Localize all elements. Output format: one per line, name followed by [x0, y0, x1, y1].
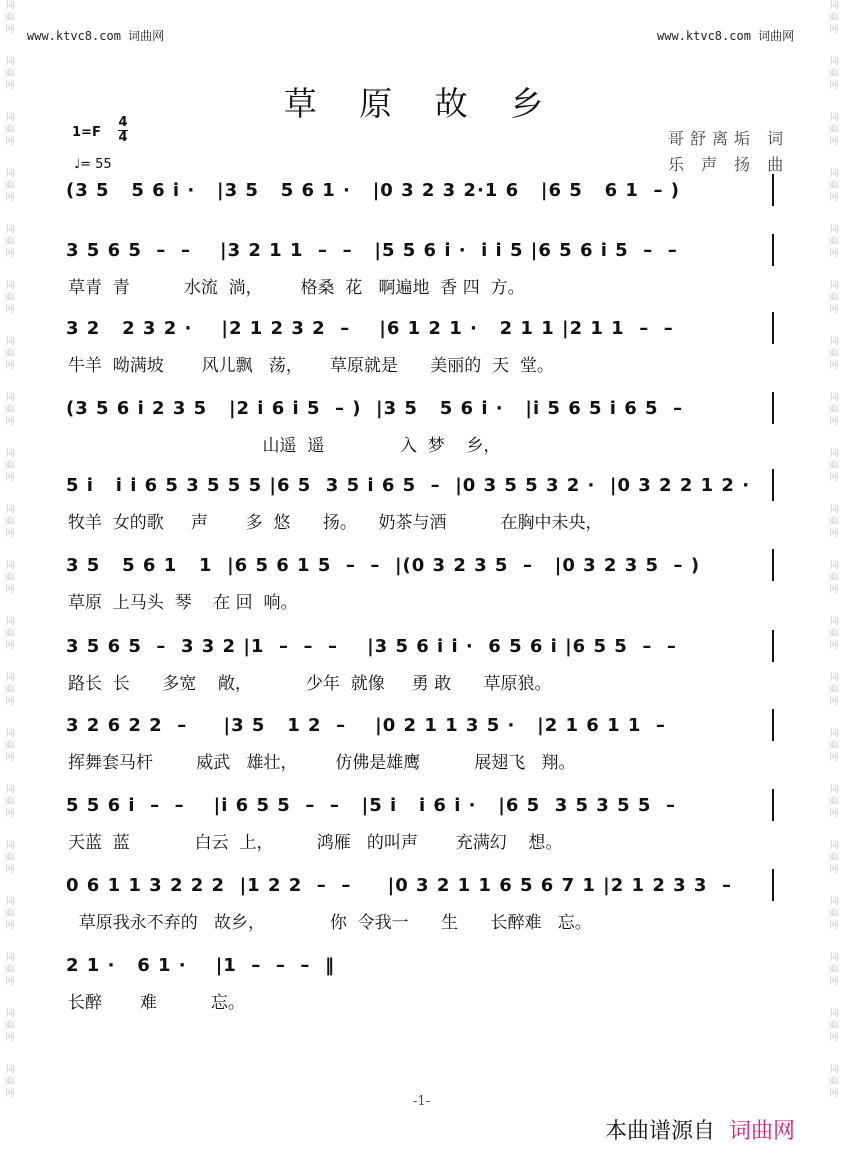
notation-line: 3 2 2 3 2 · |2 1 2 3 2 – |6 1 2 1 · 2 1 1 |2 1 1 – –: [66, 318, 674, 339]
side-watermark-char: 曲: [829, 125, 839, 135]
side-watermark-char: 曲: [5, 237, 15, 247]
side-watermark-char: 词: [829, 785, 839, 795]
side-watermark-char: 曲: [829, 629, 839, 639]
side-watermark-char: 网: [829, 305, 839, 315]
side-watermark-char: 曲: [5, 965, 15, 975]
barline-end: [772, 234, 774, 266]
side-watermark-char: 网: [829, 361, 839, 371]
side-watermark-char: 网: [829, 473, 839, 483]
side-watermark-char: 曲: [5, 125, 15, 135]
side-watermark-char: 词: [829, 169, 839, 179]
side-watermark-char: 曲: [5, 909, 15, 919]
side-watermark-char: 词: [5, 673, 15, 683]
side-watermark-right: [826, 0, 842, 1172]
side-watermark-char: 曲: [5, 741, 15, 751]
side-watermark-char: 网: [829, 809, 839, 819]
side-watermark-char: 词: [5, 57, 15, 67]
tempo-marking: ♩= 55: [74, 157, 112, 172]
barline-end: [772, 312, 774, 344]
source-label: 本曲谱源自: [604, 1119, 715, 1144]
notation-line: (3 5 5 6 i · |3 5 5 6 1 · |0 3 2 3 2·1 6 |6 5 6 1 – ): [66, 180, 680, 201]
side-watermark-char: 网: [829, 81, 839, 91]
barline-end: [772, 174, 774, 206]
side-watermark-char: 曲: [829, 13, 839, 23]
lyrics-line: 路长 长 多宽 敞， 少年 就像 勇 敢 草原狼。: [68, 674, 552, 694]
side-watermark-char: 词: [829, 953, 839, 963]
page-number: -1-: [412, 1094, 431, 1109]
side-watermark-char: 词: [5, 785, 15, 795]
side-watermark-char: 网: [829, 585, 839, 595]
side-watermark-char: 词: [5, 561, 15, 571]
notation-line: 0 6 1 1 3 2 2 2 |1 2 2 – – |0 3 2 1 1 6 5 6 7 1 |2 1 2 3 3 –: [66, 875, 732, 896]
lyrics-line: 挥舞套马杆 威武 雄壮， 仿佛是雄鹰 展翅飞 翔。: [68, 753, 576, 773]
notation-line: 5 i i i 6 5 3 5 5 5 |6 5 3 5 i 6 5 – |0 3 5 5 3 2 · |0 3 2 2 1 2 ·: [66, 475, 751, 496]
side-watermark-char: 网: [829, 417, 839, 427]
side-watermark-char: 曲: [829, 741, 839, 751]
side-watermark-char: 网: [5, 417, 15, 427]
side-watermark-char: 曲: [5, 797, 15, 807]
side-watermark-char: 词: [5, 337, 15, 347]
side-watermark-char: 网: [5, 921, 15, 931]
side-watermark-char: 词: [829, 449, 839, 459]
side-watermark-char: 网: [5, 193, 15, 203]
side-watermark-char: 网: [5, 25, 15, 35]
side-watermark-char: 网: [5, 809, 15, 819]
side-watermark-char: 曲: [829, 853, 839, 863]
side-watermark-char: 曲: [829, 405, 839, 415]
side-watermark-char: 网: [5, 249, 15, 259]
side-watermark-char: 词: [829, 113, 839, 123]
side-watermark-char: 词: [5, 113, 15, 123]
side-watermark-char: 词: [829, 1009, 839, 1019]
side-watermark-char: 曲: [5, 461, 15, 471]
side-watermark-char: 曲: [829, 965, 839, 975]
watermark-top-right: www.ktvc8.com 词曲网: [657, 29, 795, 43]
side-watermark-char: 网: [5, 137, 15, 147]
lyrics-line: 牧羊 女的歌 声 多 悠 扬。 奶茶与酒 在胸中未央，: [68, 513, 603, 533]
side-watermark-char: 词: [829, 729, 839, 739]
barline-end: [772, 630, 774, 662]
side-watermark-char: 曲: [829, 1021, 839, 1031]
side-watermark-char: 词: [5, 281, 15, 291]
watermark-top-left: www.ktvc8.com 词曲网: [27, 29, 165, 43]
notation-line: 2 1 · 6 1 · |1 – – – ‖: [66, 955, 335, 976]
side-watermark-char: 词: [829, 1065, 839, 1075]
side-watermark-char: 词: [829, 897, 839, 907]
side-watermark-char: 曲: [5, 853, 15, 863]
barline-end: [772, 469, 774, 501]
side-watermark-left: [2, 0, 18, 1172]
side-watermark-char: 曲: [5, 293, 15, 303]
notation-line: 3 2 6 2 2 – |3 5 1 2 – |0 2 1 1 3 5 · |2 1 6 1 1 –: [66, 715, 666, 736]
time-signature-bottom: 4: [118, 130, 128, 145]
side-watermark-char: 词: [5, 1065, 15, 1075]
side-watermark-char: 网: [5, 305, 15, 315]
side-watermark-char: 词: [829, 561, 839, 571]
source-brand: 词曲网: [728, 1119, 795, 1144]
side-watermark-char: 网: [829, 865, 839, 875]
side-watermark-char: 网: [5, 977, 15, 987]
side-watermark-char: 词: [829, 617, 839, 627]
side-watermark-char: 词: [5, 897, 15, 907]
side-watermark-char: 网: [829, 641, 839, 651]
lyrics-line: 牛羊 呦满坡 风儿飘 荡， 草原就是 美丽的 天 堂。: [68, 356, 554, 376]
side-watermark-char: 曲: [829, 349, 839, 359]
side-watermark-char: 曲: [5, 685, 15, 695]
notation-line: 3 5 6 5 – 3 3 2 |1 – – – |3 5 6 i i · 6 5 6 i |6 5 5 – –: [66, 636, 677, 657]
side-watermark-char: 词: [829, 673, 839, 683]
song-title: 草 原 故 乡: [283, 84, 560, 123]
side-watermark-char: 词: [829, 505, 839, 515]
side-watermark-char: 词: [829, 841, 839, 851]
source-credit: [605, 1114, 795, 1145]
side-watermark-char: 曲: [829, 293, 839, 303]
notation-line: (3 5 6 i 2 3 5 |2 i 6 i 5 – ) |3 5 5 6 i · |i 5 6 5 i 6 5 –: [66, 398, 684, 419]
notation-line: 3 5 6 5 – – |3 2 1 1 – – |5 5 6 i · i i 5 |6 5 6 i 5 – –: [66, 240, 678, 261]
side-watermark-char: 曲: [829, 797, 839, 807]
side-watermark-char: 曲: [829, 69, 839, 79]
side-watermark-char: 网: [5, 641, 15, 651]
barline-end: [772, 392, 774, 424]
side-watermark-char: 曲: [5, 13, 15, 23]
side-watermark-char: 网: [829, 249, 839, 259]
side-watermark-char: 词: [5, 617, 15, 627]
side-watermark-char: 网: [829, 977, 839, 987]
side-watermark-char: 词: [5, 505, 15, 515]
barline-end: [772, 709, 774, 741]
time-signature: [118, 116, 128, 145]
side-watermark-char: 网: [5, 585, 15, 595]
side-watermark-char: 曲: [5, 69, 15, 79]
side-watermark-char: 网: [829, 25, 839, 35]
side-watermark-char: 网: [829, 1033, 839, 1043]
side-watermark-char: 网: [5, 473, 15, 483]
side-watermark-char: 曲: [5, 181, 15, 191]
side-watermark-char: 曲: [5, 349, 15, 359]
barline-end: [772, 869, 774, 901]
side-watermark-char: 曲: [829, 181, 839, 191]
side-watermark-char: 词: [5, 169, 15, 179]
side-watermark-char: 网: [829, 697, 839, 707]
side-watermark-char: 曲: [829, 1077, 839, 1087]
lyrics-line: 天蓝 蓝 白云 上， 鸿雁 的叫声 充满幻 想。: [68, 833, 563, 853]
side-watermark-char: 网: [829, 1089, 839, 1099]
side-watermark-char: 词: [829, 57, 839, 67]
side-watermark-char: 词: [5, 1, 15, 11]
side-watermark-char: 曲: [829, 909, 839, 919]
side-watermark-char: 词: [829, 1, 839, 11]
lyrics-line: 长醉 难 忘。: [68, 993, 245, 1013]
composer-credit: 乐 声 扬 曲: [668, 155, 790, 174]
side-watermark-char: 词: [829, 393, 839, 403]
side-watermark-char: 网: [829, 753, 839, 763]
side-watermark-char: 词: [5, 841, 15, 851]
side-watermark-char: 网: [829, 137, 839, 147]
lyrics-line: 山遥 遥 入 梦 乡，: [68, 436, 501, 456]
side-watermark-char: 词: [5, 1009, 15, 1019]
side-watermark-char: 词: [5, 449, 15, 459]
side-watermark-char: 曲: [829, 517, 839, 527]
side-watermark-char: 曲: [5, 405, 15, 415]
barline-end: [772, 789, 774, 821]
side-watermark-char: 网: [5, 1033, 15, 1043]
lyrics-line: 草原 上马头 琴 在 回 响。: [68, 593, 298, 613]
side-watermark-char: 曲: [829, 685, 839, 695]
side-watermark-char: 网: [5, 529, 15, 539]
side-watermark-char: 网: [5, 865, 15, 875]
side-watermark-char: 曲: [5, 629, 15, 639]
side-watermark-char: 曲: [5, 1077, 15, 1087]
side-watermark-char: 网: [5, 361, 15, 371]
side-watermark-char: 网: [829, 193, 839, 203]
side-watermark-char: 词: [829, 337, 839, 347]
side-watermark-char: 曲: [5, 573, 15, 583]
side-watermark-char: 词: [829, 225, 839, 235]
side-watermark-char: 网: [5, 1089, 15, 1099]
time-signature-top: 4: [118, 115, 128, 130]
side-watermark-char: 曲: [829, 461, 839, 471]
lyricist-credit: 哥舒离垢 词: [668, 129, 790, 148]
side-watermark-char: 词: [5, 953, 15, 963]
notation-line: 5 5 6 i – – |i 6 5 5 – – |5 i i 6 i · |6 5 3 5 3 5 5 –: [66, 795, 676, 816]
side-watermark-char: 词: [5, 729, 15, 739]
side-watermark-char: 词: [829, 281, 839, 291]
barline-end: [772, 549, 774, 581]
side-watermark-char: 网: [5, 753, 15, 763]
key-signature: 1=F: [72, 125, 101, 140]
side-watermark-char: 词: [5, 393, 15, 403]
side-watermark-char: 曲: [829, 237, 839, 247]
side-watermark-char: 曲: [5, 517, 15, 527]
lyrics-line: 草原我永不弃的 故乡， 你 令我一 生 长醉难 忘。: [68, 913, 592, 933]
side-watermark-char: 网: [829, 529, 839, 539]
side-watermark-char: 网: [5, 81, 15, 91]
side-watermark-char: 曲: [5, 1021, 15, 1031]
side-watermark-char: 曲: [829, 573, 839, 583]
side-watermark-char: 词: [5, 225, 15, 235]
side-watermark-char: 网: [829, 921, 839, 931]
notation-line: 3 5 5 6 1 1 |6 5 6 1 5 – – |(0 3 2 3 5 – |0 3 2 3 5 – ): [66, 555, 701, 576]
lyrics-line: 草青 青 水流 淌， 格桑 花 啊遍地 香 四 方。: [68, 278, 525, 298]
side-watermark-char: 网: [5, 697, 15, 707]
